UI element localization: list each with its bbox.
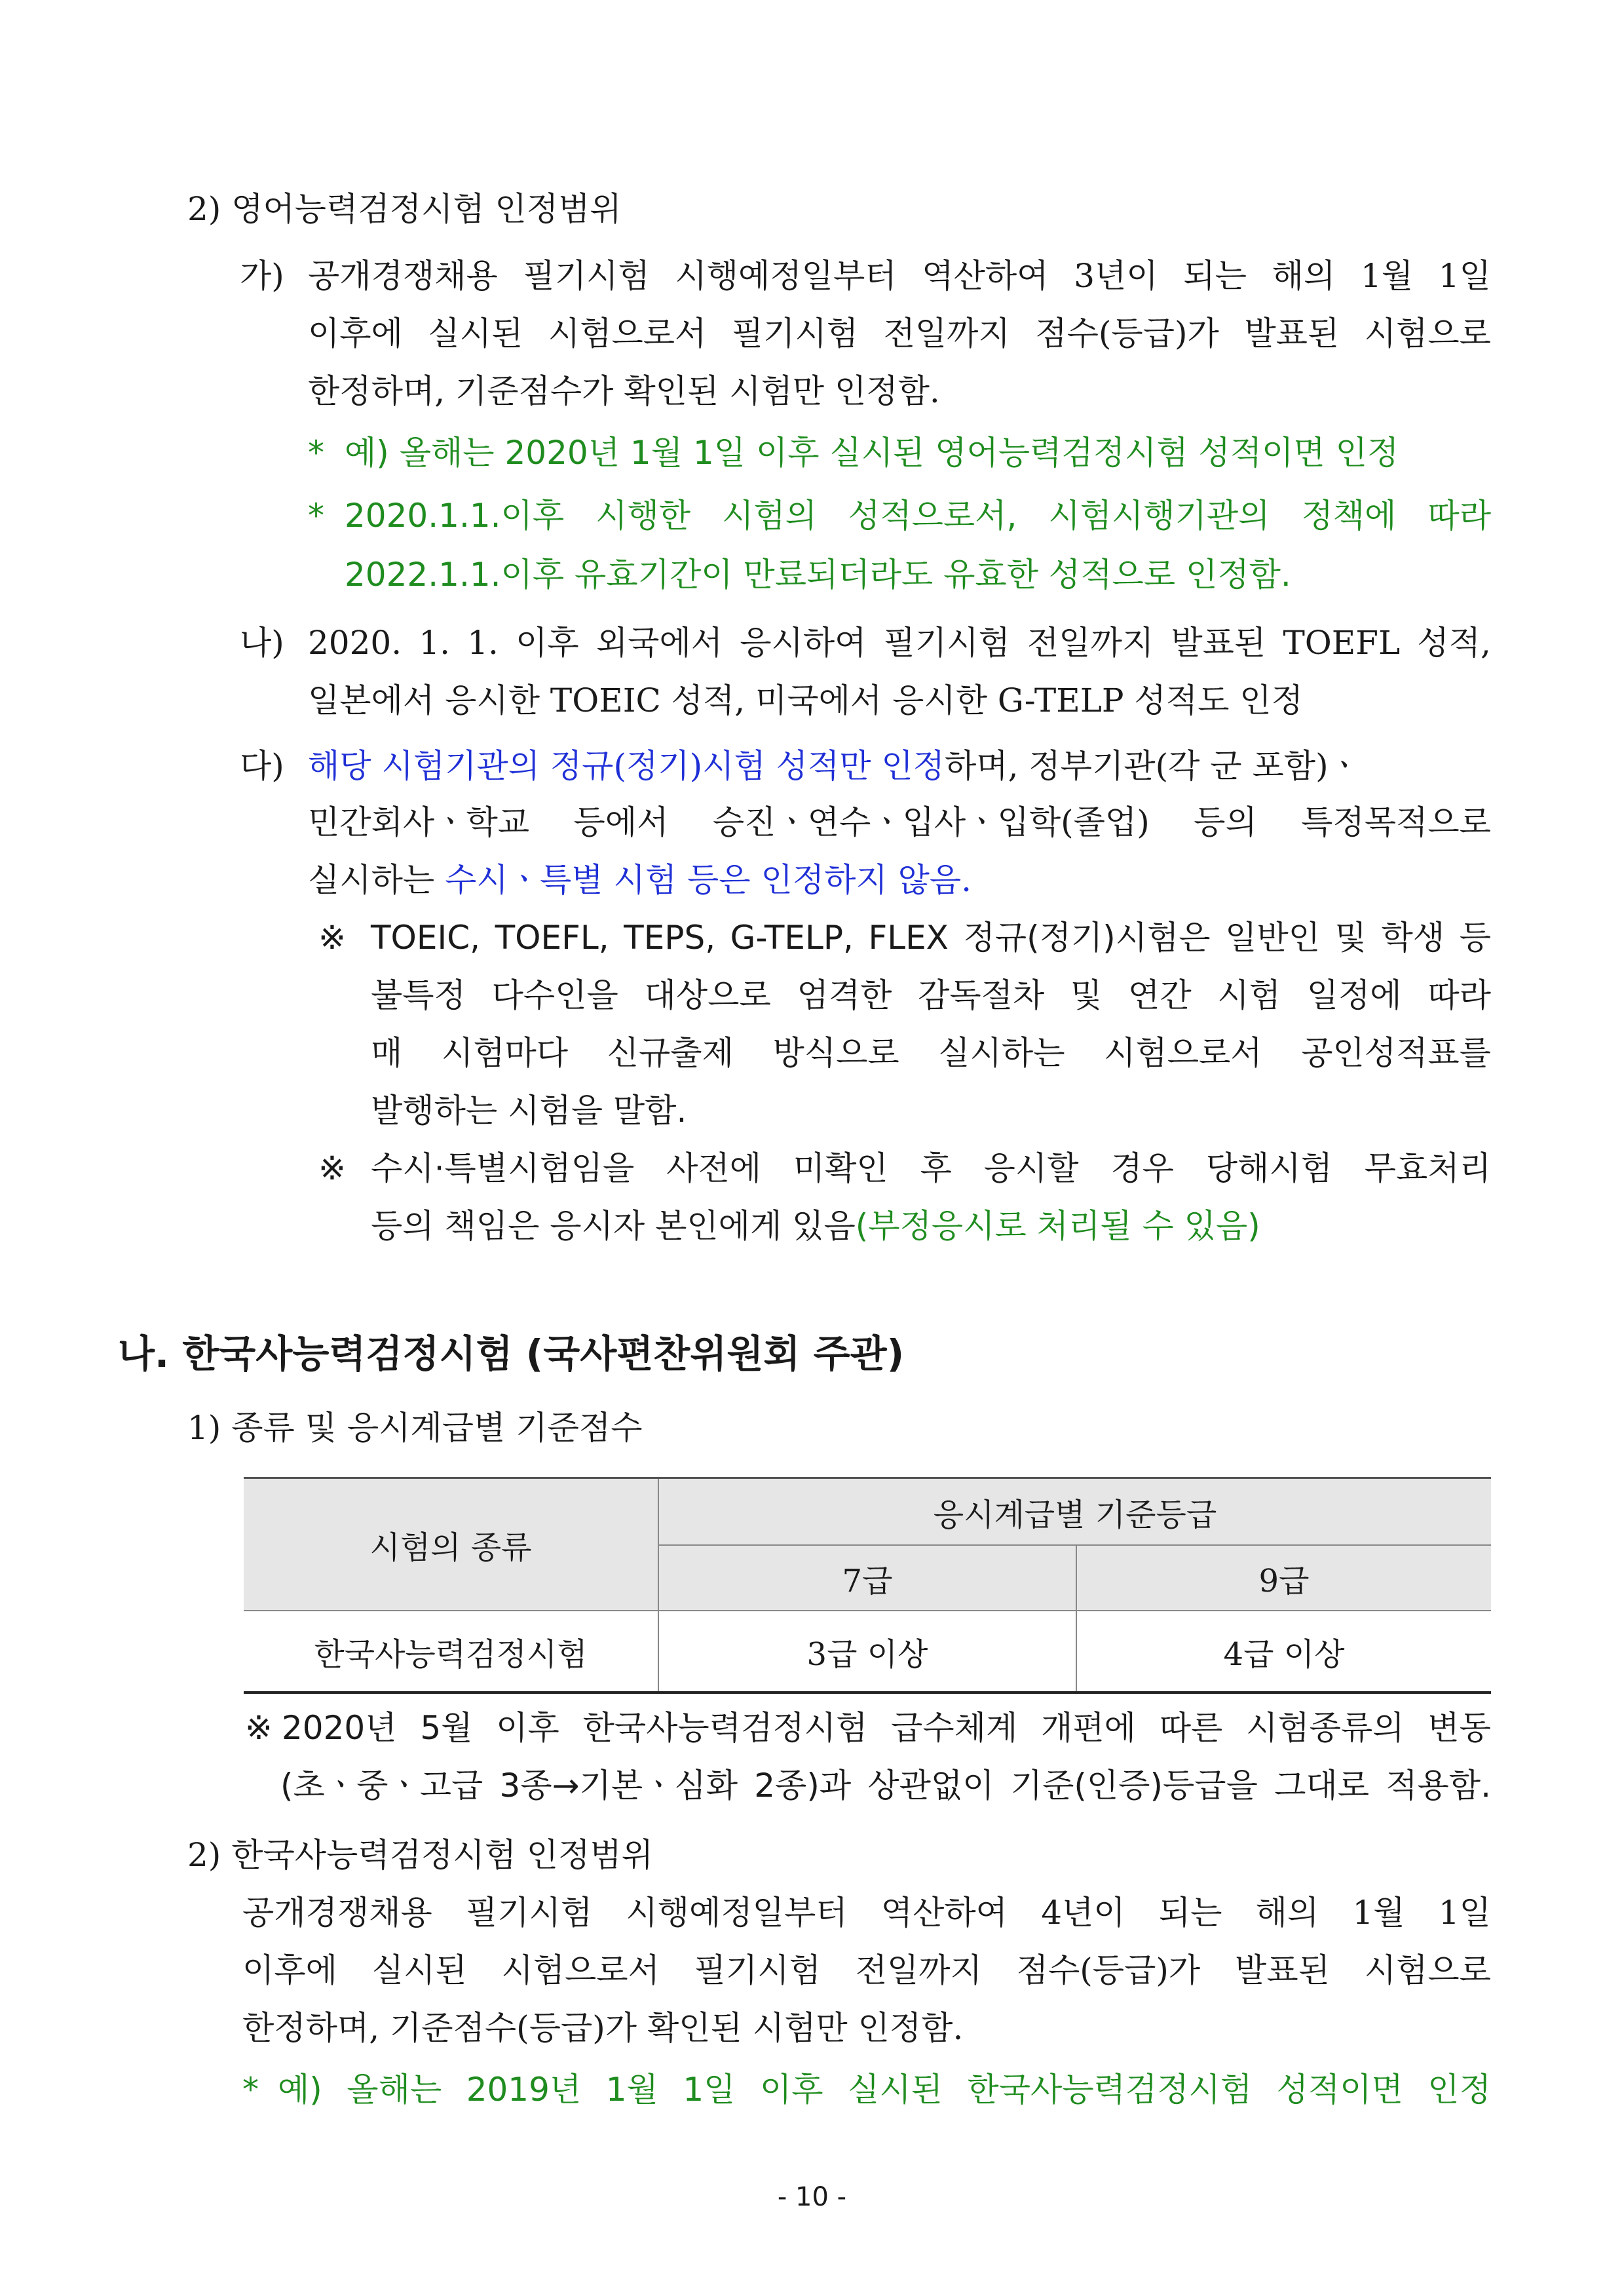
item-ga-line-3: 한정하며, 기준점수가 확인된 시험만 인정함. (308, 372, 940, 410)
item-na-line-1: 2020. 1. 1. 이후 외국에서 응시하여 필기시험 전일까지 발표된 TOEFL 성적, (308, 624, 1491, 662)
ref2-line-2 (371, 1206, 1260, 1246)
item-da-line-2: 민간회사ㆍ학교 등에서 승진ㆍ연수ㆍ입사ㆍ입학(졸업) 등의 특정목적으로 (308, 803, 1491, 841)
item-da-rest-text: 하며, 정부기관(각 군 포함)ㆍ (945, 747, 1360, 785)
item-da-blue-text: 해당 시험기관의 정규(정기)시험 성적만 인정 (308, 747, 945, 785)
table-note-line-2: (초ㆍ중ㆍ고급 3종→기본ㆍ심화 2종)과 상관없이 기준(인증)등급을 그대로 적용함. (280, 1767, 1491, 1805)
header-grade-group: 응시계급별 기준등급 (658, 1478, 1491, 1546)
reference-mark-icon: ※ (318, 1149, 346, 1187)
history-body-line-3: 한정하며, 기준점수(등급)가 확인된 시험만 인정함. (242, 2009, 964, 2047)
item-da-line-1 (308, 746, 1491, 786)
ref1-line-1: TOEIC, TOEFL, TEPS, G-TELP, FLEX 정규(정기)시험은 일반인 및 학생 등 (371, 919, 1491, 957)
item-ga-line-1: 공개경쟁채용 필기시험 시행예정일부터 역산하여 3년이 되는 해의 1월 1일 (308, 257, 1491, 295)
item-marker-ga: 가) (240, 257, 284, 295)
ref2-black-text: 등의 책임은 응시자 본인에게 있음 (371, 1207, 856, 1245)
item-ga-line-2: 이후에 실시된 시험으로서 필기시험 전일까지 점수(등급)가 발표된 시험으로 (308, 315, 1491, 353)
reference-mark-icon: ※ (245, 1709, 273, 1747)
item-da-prefix: 실시하는 (308, 861, 445, 899)
history-body-line-1: 공개경쟁채용 필기시험 시행예정일부터 역산하여 4년이 되는 해의 1월 1일 (242, 1894, 1491, 1932)
table-note-line-1: 2020년 5월 이후 한국사능력검정시험 급수체계 개편에 따른 시험종류의 변동 (282, 1709, 1491, 1747)
cell-exam-name: 한국사능력검정시험 (244, 1611, 658, 1693)
subheading-history-scope: 2) 한국사능력검정시험 인정범위 (187, 1836, 654, 1874)
header-exam-type: 시험의 종류 (244, 1478, 658, 1611)
grade-table (244, 1477, 1491, 1694)
note-marker: * (308, 497, 324, 535)
table-row (244, 1611, 1491, 1693)
section-heading-korean-history: 나. 한국사능력검정시험 (국사편찬위원회 주관) (118, 1331, 905, 1376)
ref2-green-text: (부정응시로 처리될 수 있음) (855, 1207, 1260, 1245)
note-validity-line-2: 2022.1.1.이후 유효기간이 만료되더라도 유효한 성적으로 인정함. (345, 556, 1291, 594)
item-marker-na: 나) (240, 624, 284, 662)
cell-grade-9: 4급 이상 (1076, 1611, 1491, 1693)
ref2-line-1: 수시·특별시험임을 사전에 미확인 후 응시할 경우 당해시험 무효처리 (371, 1149, 1491, 1187)
history-body-line-2: 이후에 실시된 시험으로서 필기시험 전일까지 점수(등급)가 발표된 시험으로 (242, 1951, 1491, 1989)
item-marker-da: 다) (240, 747, 284, 785)
ref1-line-3: 매 시험마다 신규출제 방식으로 실시하는 시험으로서 공인성적표를 (371, 1034, 1491, 1072)
subheading-types: 1) 종류 및 응시계급별 기준점수 (187, 1409, 643, 1447)
page-number: - 10 - (777, 2182, 847, 2212)
note-history-example: 예) 올해는 2019년 1월 1일 이후 실시된 한국사능력검정시험 성적이면 인정 (278, 2071, 1491, 2109)
item-da-blue-clause: 수시ㆍ특별 시험 등은 인정하지 않음. (445, 861, 972, 899)
header-grade-7: 7급 (658, 1545, 1076, 1611)
note-validity-line-1: 2020.1.1.이후 시행한 시험의 성적으로서, 시험시행기관의 정책에 따라 (345, 497, 1491, 535)
subheading-english-scope: 2) 영어능력검정시험 인정범위 (187, 190, 622, 228)
note-marker: * (308, 434, 324, 472)
note-marker: * (242, 2071, 259, 2109)
cell-grade-7: 3급 이상 (658, 1611, 1076, 1693)
header-grade-9: 9급 (1076, 1545, 1491, 1611)
ref1-line-4: 발행하는 시험을 말함. (371, 1092, 687, 1130)
item-na-line-2: 일본에서 응시한 TOEIC 성적, 미국에서 응시한 G-TELP 성적도 인정 (308, 681, 1303, 719)
reference-mark-icon: ※ (318, 919, 346, 957)
item-da-line-3 (308, 860, 972, 900)
ref1-line-2: 불특정 다수인을 대상으로 엄격한 감독절차 및 연간 시험 일정에 따라 (371, 976, 1491, 1014)
note-english-example: 예) 올해는 2020년 1월 1일 이후 실시된 영어능력검정시험 성적이면 인정 (345, 434, 1399, 472)
